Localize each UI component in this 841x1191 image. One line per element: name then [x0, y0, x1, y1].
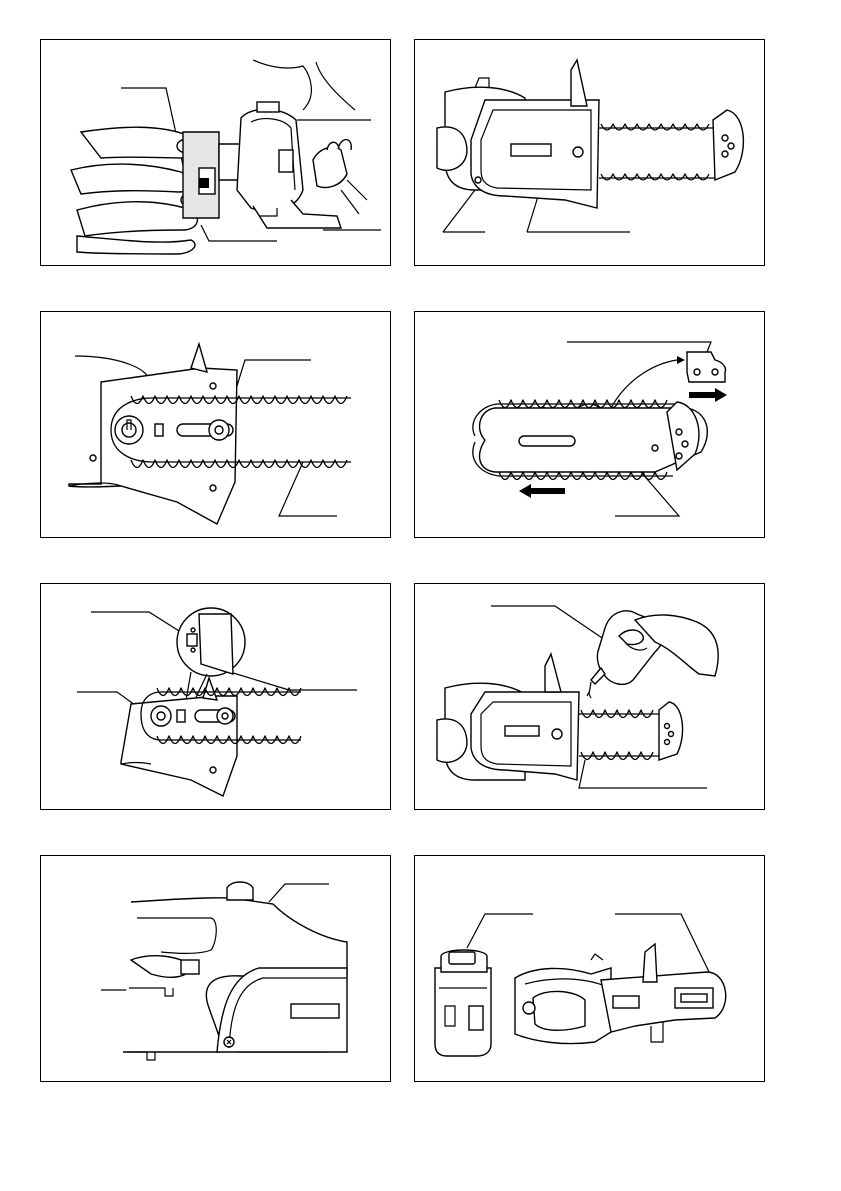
figure-5-panel [40, 583, 391, 810]
figure-7-illustration [41, 856, 390, 1081]
figure-8-illustration [415, 856, 764, 1081]
chain-lower [599, 174, 715, 180]
figure-7-panel [40, 855, 391, 1082]
figure-6-panel [414, 583, 765, 810]
figure-5-illustration [41, 584, 390, 809]
figure-8-panel [414, 855, 765, 1082]
figure-2-illustration [415, 40, 764, 265]
figure-6-illustration [415, 584, 764, 809]
chain-upper [599, 124, 715, 130]
figure-3-illustration [41, 312, 390, 537]
figure-2-panel [414, 39, 765, 266]
figure-4-illustration [415, 312, 764, 537]
figure-1-panel [40, 39, 391, 266]
figure-4-panel [414, 311, 765, 538]
figure-3-panel [40, 311, 391, 538]
figure-1-illustration [41, 40, 390, 265]
